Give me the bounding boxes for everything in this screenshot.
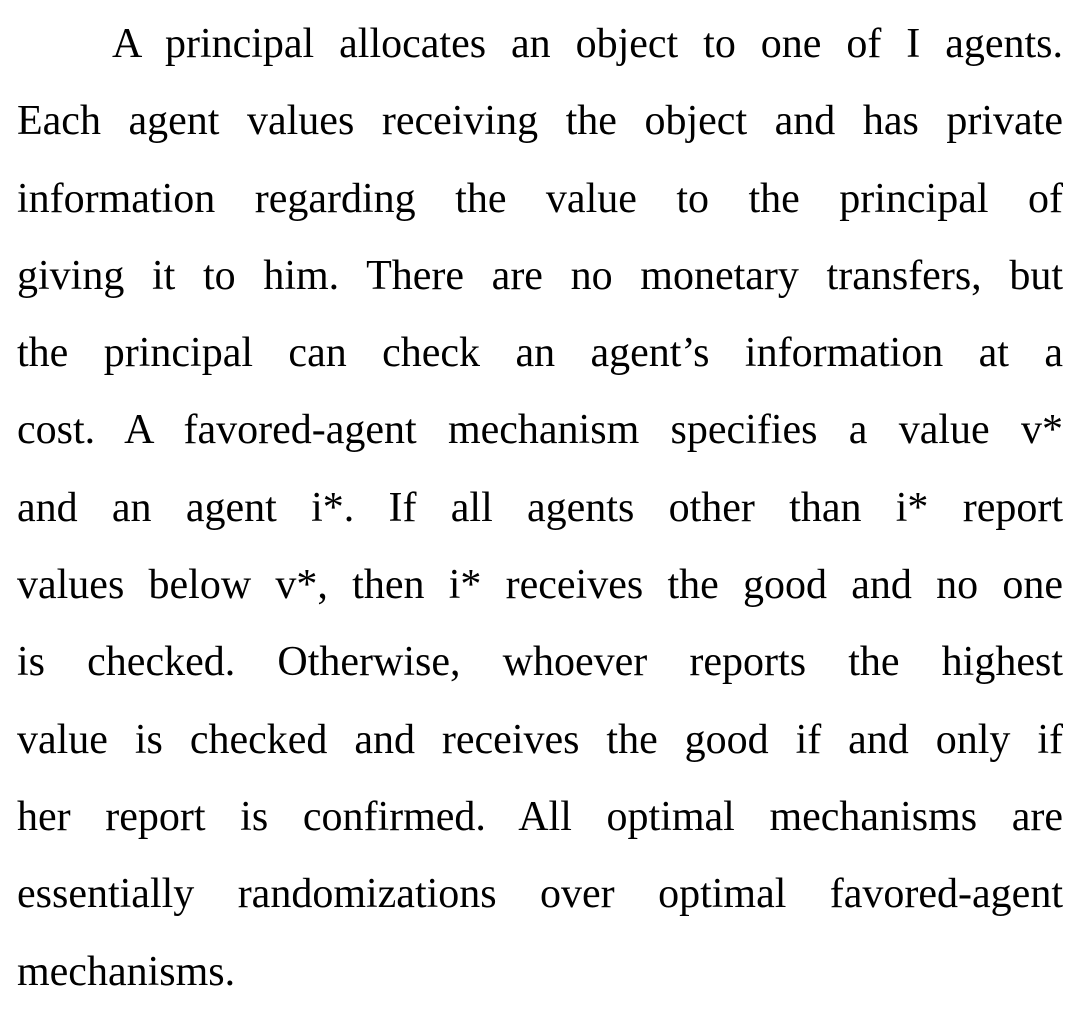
abstract-line: essentially randomizations over optimal favored-agent xyxy=(17,871,1063,918)
abstract-line: the principal can check an agent’s information at a xyxy=(17,330,1063,377)
abstract-paragraph xyxy=(17,0,1063,1011)
abstract-line: A principal allocates an object to one of I agents. xyxy=(112,21,1063,67)
abstract-line: mechanisms. xyxy=(17,948,236,995)
abstract-line: information regarding the value to the principal of xyxy=(17,175,1063,222)
abstract-line: giving it to him. There are no monetary transfers, but xyxy=(17,252,1063,299)
abstract-line: values below v*, then i* receives the good and no one xyxy=(17,562,1063,609)
document-page xyxy=(17,0,1063,995)
abstract-line: is checked. Otherwise, whoever reports the highest xyxy=(17,639,1063,686)
abstract-line: Each agent values receiving the object and has private xyxy=(17,98,1063,145)
abstract-line: her report is confirmed. All optimal mechanisms are xyxy=(17,793,1063,840)
abstract-line: value is checked and receives the good if and only if xyxy=(17,716,1063,763)
abstract-line: cost. A favored-agent mechanism specifies a value v* xyxy=(17,407,1063,454)
abstract-line: and an agent i*. If all agents other than i* report xyxy=(17,484,1063,531)
